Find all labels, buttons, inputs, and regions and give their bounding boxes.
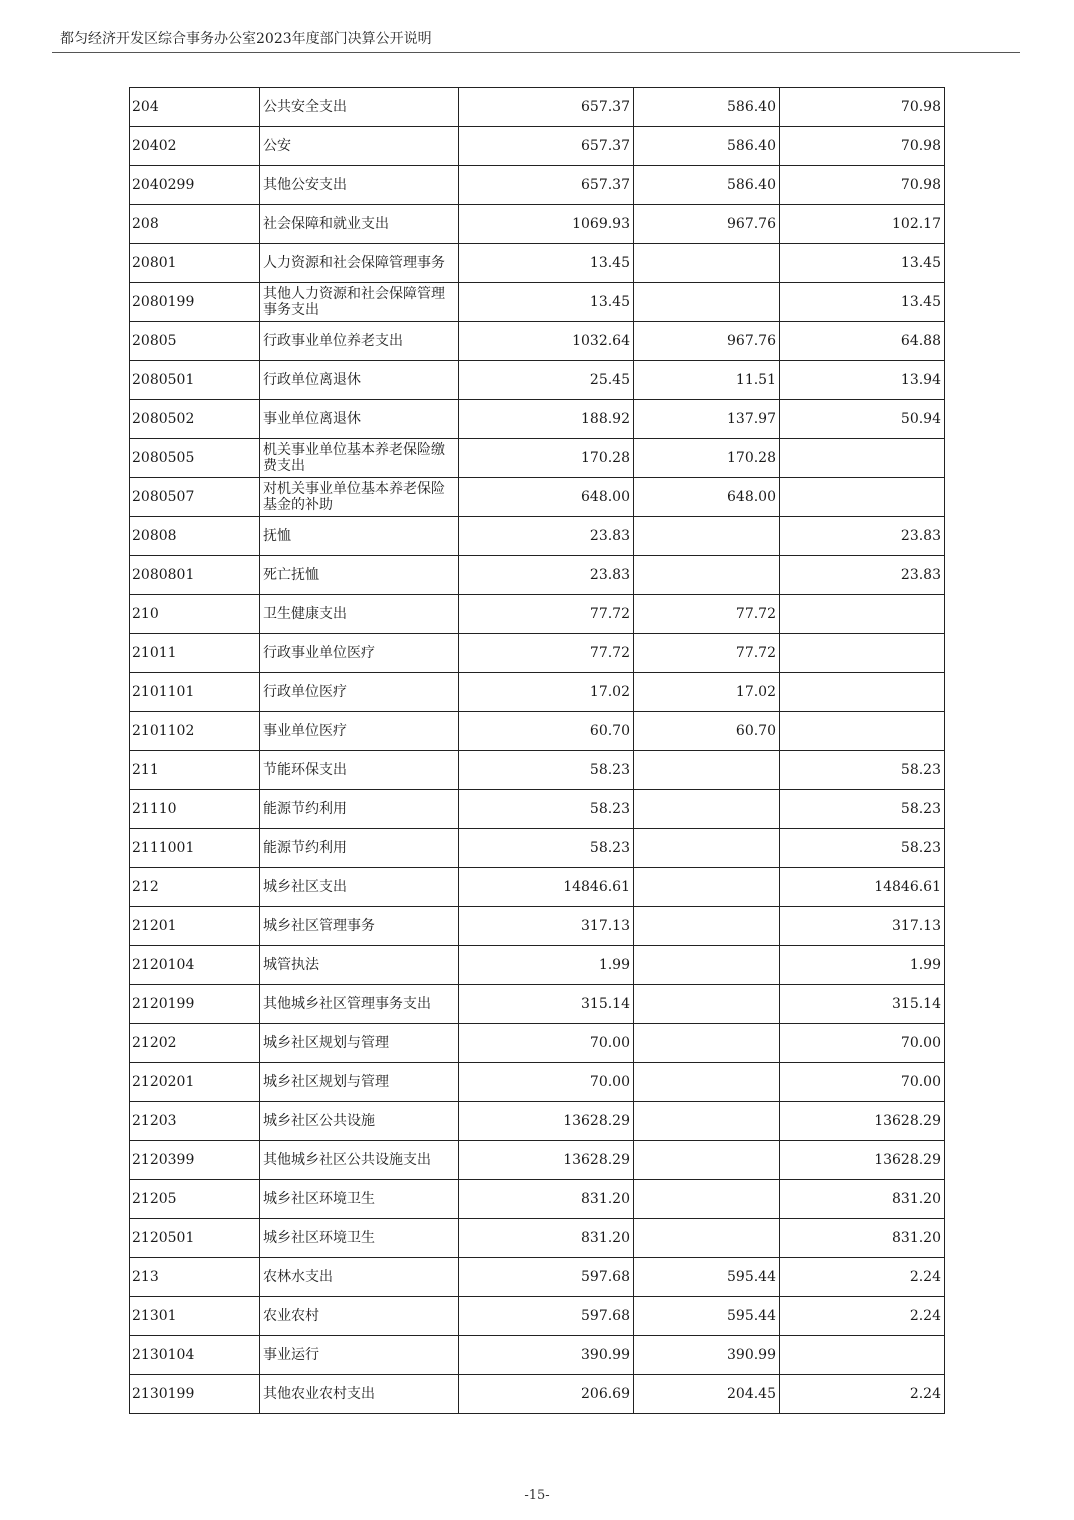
subject-name-cell: 节能环保支出	[260, 751, 459, 790]
project-expenditure-cell: 58.23	[780, 790, 945, 829]
table-row	[130, 1219, 945, 1258]
subject-name-cell: 公安	[260, 127, 459, 166]
project-expenditure-cell: 70.00	[780, 1024, 945, 1063]
subject-code-cell: 2080501	[130, 361, 260, 400]
project-expenditure-cell	[780, 712, 945, 751]
subject-name-cell: 其他农业农村支出	[260, 1375, 459, 1414]
subject-code-cell: 213	[130, 1258, 260, 1297]
total-amount-cell: 657.37	[459, 127, 634, 166]
basic-expenditure-cell: 170.28	[634, 439, 780, 478]
project-expenditure-cell	[780, 634, 945, 673]
subject-name-cell: 农业农村	[260, 1297, 459, 1336]
subject-name-cell: 能源节约利用	[260, 829, 459, 868]
total-amount-cell: 831.20	[459, 1219, 634, 1258]
subject-code-cell: 21201	[130, 907, 260, 946]
subject-name-cell: 公共安全支出	[260, 88, 459, 127]
basic-expenditure-cell	[634, 1219, 780, 1258]
total-amount-cell: 77.72	[459, 595, 634, 634]
table-row	[130, 88, 945, 127]
table-row	[130, 1063, 945, 1102]
subject-code-cell: 2101102	[130, 712, 260, 751]
basic-expenditure-cell: 11.51	[634, 361, 780, 400]
subject-code-cell: 2120501	[130, 1219, 260, 1258]
subject-code-cell: 21205	[130, 1180, 260, 1219]
project-expenditure-cell	[780, 478, 945, 517]
subject-code-cell: 2080801	[130, 556, 260, 595]
subject-name-cell: 人力资源和社会保障管理事务	[260, 244, 459, 283]
project-expenditure-cell: 13.45	[780, 244, 945, 283]
project-expenditure-cell: 831.20	[780, 1180, 945, 1219]
subject-code-cell: 2080199	[130, 283, 260, 322]
subject-code-cell: 2040299	[130, 166, 260, 205]
table-row	[130, 1258, 945, 1297]
basic-expenditure-cell: 586.40	[634, 127, 780, 166]
project-expenditure-cell: 23.83	[780, 517, 945, 556]
table-row	[130, 478, 945, 517]
basic-expenditure-cell: 967.76	[634, 322, 780, 361]
basic-expenditure-cell: 967.76	[634, 205, 780, 244]
total-amount-cell: 17.02	[459, 673, 634, 712]
subject-code-cell: 2130104	[130, 1336, 260, 1375]
basic-expenditure-cell	[634, 1102, 780, 1141]
subject-name-cell: 城乡社区管理事务	[260, 907, 459, 946]
table-row	[130, 361, 945, 400]
table-row	[130, 634, 945, 673]
table-row	[130, 517, 945, 556]
total-amount-cell: 206.69	[459, 1375, 634, 1414]
table-row	[130, 751, 945, 790]
subject-name-cell: 城乡社区环境卫生	[260, 1180, 459, 1219]
total-amount-cell: 13628.29	[459, 1102, 634, 1141]
project-expenditure-cell: 23.83	[780, 556, 945, 595]
subject-name-cell: 死亡抚恤	[260, 556, 459, 595]
table-row	[130, 790, 945, 829]
table-row	[130, 556, 945, 595]
table-row	[130, 829, 945, 868]
project-expenditure-cell: 70.98	[780, 127, 945, 166]
subject-name-cell: 城管执法	[260, 946, 459, 985]
basic-expenditure-cell: 204.45	[634, 1375, 780, 1414]
subject-name-cell: 其他城乡社区公共设施支出	[260, 1141, 459, 1180]
basic-expenditure-cell	[634, 1024, 780, 1063]
total-amount-cell: 315.14	[459, 985, 634, 1024]
subject-code-cell: 210	[130, 595, 260, 634]
subject-code-cell: 21011	[130, 634, 260, 673]
subject-name-cell: 其他人力资源和社会保障管理事务支出	[260, 283, 459, 322]
total-amount-cell: 58.23	[459, 790, 634, 829]
total-amount-cell: 58.23	[459, 751, 634, 790]
table-row	[130, 946, 945, 985]
total-amount-cell: 831.20	[459, 1180, 634, 1219]
subject-name-cell: 城乡社区规划与管理	[260, 1024, 459, 1063]
total-amount-cell: 70.00	[459, 1063, 634, 1102]
subject-name-cell: 抚恤	[260, 517, 459, 556]
project-expenditure-cell	[780, 595, 945, 634]
table-row	[130, 439, 945, 478]
table-row	[130, 166, 945, 205]
subject-name-cell: 城乡社区规划与管理	[260, 1063, 459, 1102]
total-amount-cell: 657.37	[459, 166, 634, 205]
subject-code-cell: 2130199	[130, 1375, 260, 1414]
basic-expenditure-cell: 595.44	[634, 1258, 780, 1297]
total-amount-cell: 1.99	[459, 946, 634, 985]
table-row	[130, 283, 945, 322]
project-expenditure-cell: 2.24	[780, 1297, 945, 1336]
basic-expenditure-cell: 595.44	[634, 1297, 780, 1336]
project-expenditure-cell: 2.24	[780, 1375, 945, 1414]
table-row	[130, 244, 945, 283]
basic-expenditure-cell	[634, 790, 780, 829]
table-row	[130, 1102, 945, 1141]
subject-name-cell: 城乡社区支出	[260, 868, 459, 907]
subject-name-cell: 农林水支出	[260, 1258, 459, 1297]
total-amount-cell: 70.00	[459, 1024, 634, 1063]
project-expenditure-cell: 13.45	[780, 283, 945, 322]
project-expenditure-cell: 58.23	[780, 829, 945, 868]
table-row	[130, 712, 945, 751]
basic-expenditure-cell	[634, 829, 780, 868]
subject-name-cell: 行政事业单位养老支出	[260, 322, 459, 361]
subject-name-cell: 事业运行	[260, 1336, 459, 1375]
project-expenditure-cell	[780, 673, 945, 712]
project-expenditure-cell: 2.24	[780, 1258, 945, 1297]
basic-expenditure-cell	[634, 946, 780, 985]
project-expenditure-cell: 70.98	[780, 88, 945, 127]
subject-code-cell: 212	[130, 868, 260, 907]
subject-code-cell: 20801	[130, 244, 260, 283]
project-expenditure-cell: 102.17	[780, 205, 945, 244]
subject-code-cell: 2120399	[130, 1141, 260, 1180]
table-row	[130, 1297, 945, 1336]
total-amount-cell: 648.00	[459, 478, 634, 517]
project-expenditure-cell: 1.99	[780, 946, 945, 985]
total-amount-cell: 170.28	[459, 439, 634, 478]
subject-name-cell: 行政单位医疗	[260, 673, 459, 712]
total-amount-cell: 390.99	[459, 1336, 634, 1375]
basic-expenditure-cell	[634, 751, 780, 790]
basic-expenditure-cell: 648.00	[634, 478, 780, 517]
subject-code-cell: 21203	[130, 1102, 260, 1141]
subject-name-cell: 城乡社区环境卫生	[260, 1219, 459, 1258]
table-row	[130, 868, 945, 907]
table-row	[130, 673, 945, 712]
total-amount-cell: 317.13	[459, 907, 634, 946]
subject-name-cell: 机关事业单位基本养老保险缴费支出	[260, 439, 459, 478]
project-expenditure-cell: 14846.61	[780, 868, 945, 907]
basic-expenditure-cell	[634, 556, 780, 595]
table-row	[130, 1180, 945, 1219]
subject-code-cell: 2080502	[130, 400, 260, 439]
subject-code-cell: 211	[130, 751, 260, 790]
subject-code-cell: 208	[130, 205, 260, 244]
subject-name-cell: 城乡社区公共设施	[260, 1102, 459, 1141]
total-amount-cell: 23.83	[459, 556, 634, 595]
basic-expenditure-cell	[634, 868, 780, 907]
subject-name-cell: 社会保障和就业支出	[260, 205, 459, 244]
project-expenditure-cell: 13628.29	[780, 1102, 945, 1141]
project-expenditure-cell: 315.14	[780, 985, 945, 1024]
basic-expenditure-cell	[634, 1063, 780, 1102]
table-row	[130, 595, 945, 634]
project-expenditure-cell: 13.94	[780, 361, 945, 400]
total-amount-cell: 13628.29	[459, 1141, 634, 1180]
subject-name-cell: 其他公安支出	[260, 166, 459, 205]
basic-expenditure-cell	[634, 985, 780, 1024]
subject-code-cell: 2080505	[130, 439, 260, 478]
table-row	[130, 1024, 945, 1063]
project-expenditure-cell: 70.98	[780, 166, 945, 205]
basic-expenditure-cell	[634, 1141, 780, 1180]
basic-expenditure-cell: 586.40	[634, 166, 780, 205]
subject-code-cell: 2080507	[130, 478, 260, 517]
table-row	[130, 1336, 945, 1375]
basic-expenditure-cell: 77.72	[634, 634, 780, 673]
total-amount-cell: 25.45	[459, 361, 634, 400]
total-amount-cell: 657.37	[459, 88, 634, 127]
table-row	[130, 322, 945, 361]
total-amount-cell: 23.83	[459, 517, 634, 556]
total-amount-cell: 14846.61	[459, 868, 634, 907]
subject-code-cell: 2120199	[130, 985, 260, 1024]
subject-code-cell: 20805	[130, 322, 260, 361]
basic-expenditure-cell: 60.70	[634, 712, 780, 751]
basic-expenditure-cell	[634, 1180, 780, 1219]
subject-code-cell: 20808	[130, 517, 260, 556]
total-amount-cell: 13.45	[459, 283, 634, 322]
table-row	[130, 1375, 945, 1414]
subject-code-cell: 2101101	[130, 673, 260, 712]
table-row	[130, 127, 945, 166]
expenditure-table	[129, 87, 945, 1414]
basic-expenditure-cell: 390.99	[634, 1336, 780, 1375]
basic-expenditure-cell: 586.40	[634, 88, 780, 127]
project-expenditure-cell: 317.13	[780, 907, 945, 946]
total-amount-cell: 597.68	[459, 1297, 634, 1336]
subject-name-cell: 其他城乡社区管理事务支出	[260, 985, 459, 1024]
project-expenditure-cell: 50.94	[780, 400, 945, 439]
total-amount-cell: 1069.93	[459, 205, 634, 244]
table-row	[130, 985, 945, 1024]
project-expenditure-cell	[780, 1336, 945, 1375]
basic-expenditure-cell	[634, 907, 780, 946]
project-expenditure-cell: 58.23	[780, 751, 945, 790]
page-number: -15-	[524, 1488, 550, 1503]
project-expenditure-cell: 13628.29	[780, 1141, 945, 1180]
subject-code-cell: 2120201	[130, 1063, 260, 1102]
subject-code-cell: 204	[130, 88, 260, 127]
project-expenditure-cell: 831.20	[780, 1219, 945, 1258]
total-amount-cell: 60.70	[459, 712, 634, 751]
header-divider	[52, 52, 1020, 53]
project-expenditure-cell: 70.00	[780, 1063, 945, 1102]
basic-expenditure-cell	[634, 283, 780, 322]
subject-name-cell: 卫生健康支出	[260, 595, 459, 634]
basic-expenditure-cell	[634, 517, 780, 556]
total-amount-cell: 13.45	[459, 244, 634, 283]
subject-name-cell: 行政事业单位医疗	[260, 634, 459, 673]
subject-name-cell: 事业单位离退休	[260, 400, 459, 439]
table-row	[130, 205, 945, 244]
subject-name-cell: 对机关事业单位基本养老保险基金的补助	[260, 478, 459, 517]
project-expenditure-cell: 64.88	[780, 322, 945, 361]
total-amount-cell: 58.23	[459, 829, 634, 868]
basic-expenditure-cell: 137.97	[634, 400, 780, 439]
table-row	[130, 907, 945, 946]
total-amount-cell: 1032.64	[459, 322, 634, 361]
subject-code-cell: 2111001	[130, 829, 260, 868]
subject-name-cell: 行政单位离退休	[260, 361, 459, 400]
table-body	[130, 88, 945, 1414]
subject-name-cell: 能源节约利用	[260, 790, 459, 829]
subject-code-cell: 20402	[130, 127, 260, 166]
subject-code-cell: 2120104	[130, 946, 260, 985]
basic-expenditure-cell: 17.02	[634, 673, 780, 712]
subject-code-cell: 21301	[130, 1297, 260, 1336]
table-row	[130, 1141, 945, 1180]
project-expenditure-cell	[780, 439, 945, 478]
subject-code-cell: 21202	[130, 1024, 260, 1063]
page-header-title: 都匀经济开发区综合事务办公室2023年度部门决算公开说明	[60, 31, 432, 47]
subject-code-cell: 21110	[130, 790, 260, 829]
basic-expenditure-cell: 77.72	[634, 595, 780, 634]
total-amount-cell: 597.68	[459, 1258, 634, 1297]
basic-expenditure-cell	[634, 244, 780, 283]
table-row	[130, 400, 945, 439]
total-amount-cell: 77.72	[459, 634, 634, 673]
total-amount-cell: 188.92	[459, 400, 634, 439]
subject-name-cell: 事业单位医疗	[260, 712, 459, 751]
